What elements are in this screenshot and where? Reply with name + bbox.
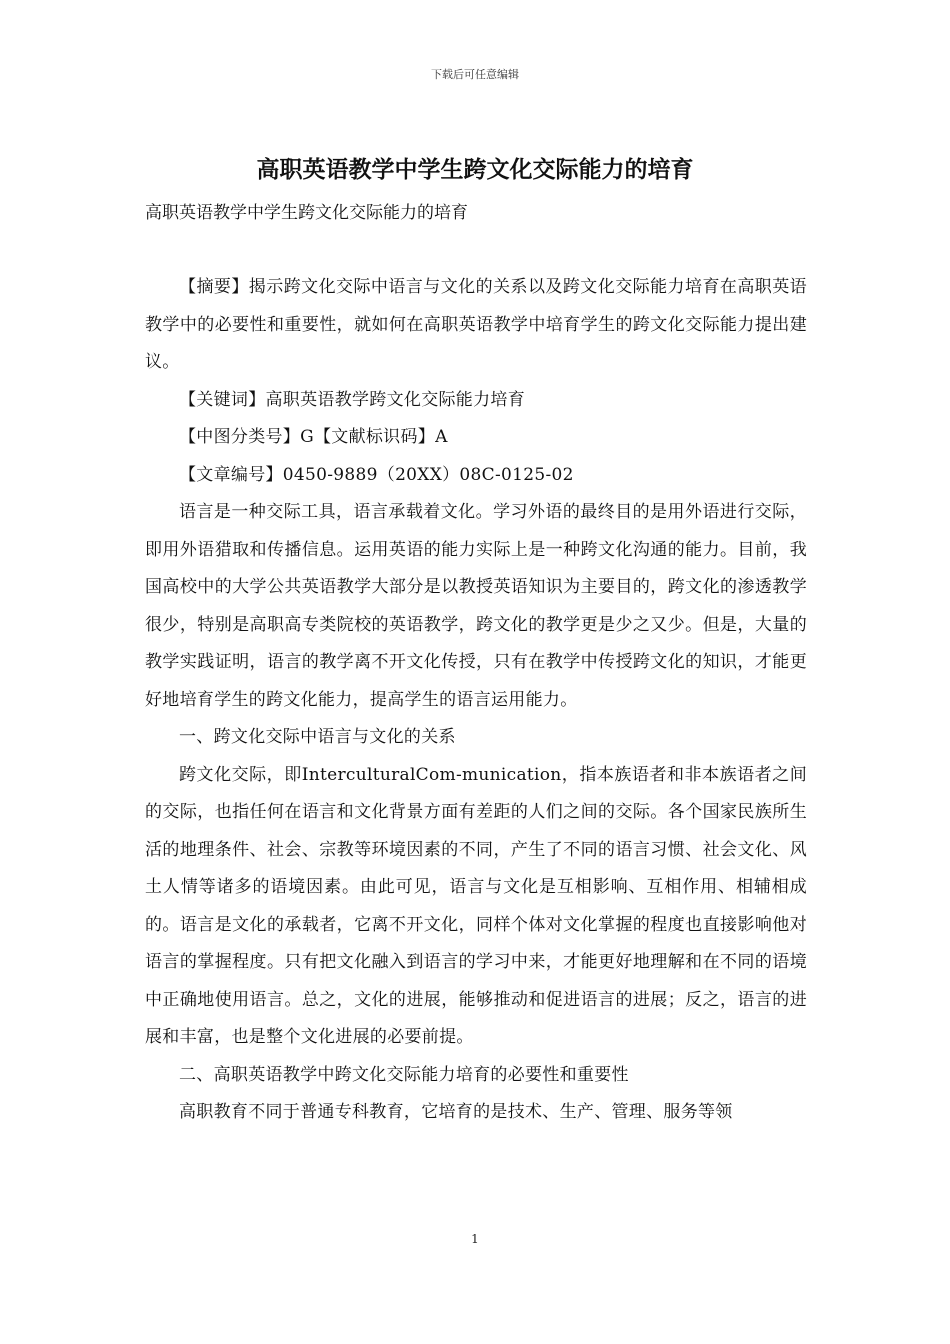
abstract-paragraph: 【摘要】揭示跨文化交际中语言与文化的关系以及跨文化交际能力培育在高职英语教学中的必要性和重要性，就如何在高职英语教学中培育学生的跨文化交际能力提出建议。 [145, 277, 807, 372]
document-subtitle: 高职英语教学中学生跨文化交际能力的培育 [145, 203, 468, 223]
article-number-line: 【文章编号】0450-9889（20XX）08C-0125-02 [179, 464, 574, 485]
section-heading-1: 一、跨文化交际中语言与文化的关系 [179, 727, 456, 747]
body-paragraph: 语言是一种交际工具，语言承载着文化。学习外语的最终目的是用外语进行交际，即用外语猎取和传播信息。运用英语的能力实际上是一种跨文化沟通的能力。目前，我国高校中的大学公共英语教学大部分是以教授英语知识为主要目的，跨文化的渗透教学很少，特别是高职高专类院校的英语教学，跨文化的教学更是少之又少。但是，大量的教学实践证明，语言的教学离不开文化传授，只有在教学中传授跨文化的知识，才能更好地培育学生的跨文化能力，提高学生的语言运用能力。 [145, 502, 807, 710]
document-title: 高职英语教学中学生跨文化交际能力的培育 [256, 156, 694, 183]
page-header-note: 下载后可任意编辑 [431, 68, 519, 81]
body-paragraph: 高职教育不同于普通专科教育，它培育的是技术、生产、管理、服务等领 [179, 1102, 733, 1122]
document-body [145, 269, 807, 1132]
keywords-line: 【关键词】高职英语教学跨文化交际能力培育 [179, 389, 525, 410]
body-paragraph: 跨文化交际，即InterculturalCom-munication，指本族语者和非本族语者之间的交际，也指任何在语言和文化背景方面有差距的人们之间的交际。各个国家民族所生活的地理条件、社会、宗教等环境因素的不同，产生了不同的语言习惯、社会文化、风土人情等诸多的语境因素。由此可见，语言与文化是互相影响、互相作用、相辅相成的。语言是文化的承载者，它离不开文化，同样个体对文化掌握的程度也直接影响他对语言的掌握程度。只有把文化融入到语言的学习中来，才能更好地理解和在不同的语境中正确地使用语言。总之，文化的进展，能够推动和促进语言的进展；反之，语言的进展和丰富，也是整个文化进展的必要前提。 [145, 764, 807, 1047]
classification-line: 【中图分类号】G【文献标识码】A [179, 427, 448, 447]
section-heading-2: 二、高职英语教学中跨文化交际能力培育的必要性和重要性 [179, 1064, 629, 1085]
page-number: 1 [471, 1232, 479, 1246]
